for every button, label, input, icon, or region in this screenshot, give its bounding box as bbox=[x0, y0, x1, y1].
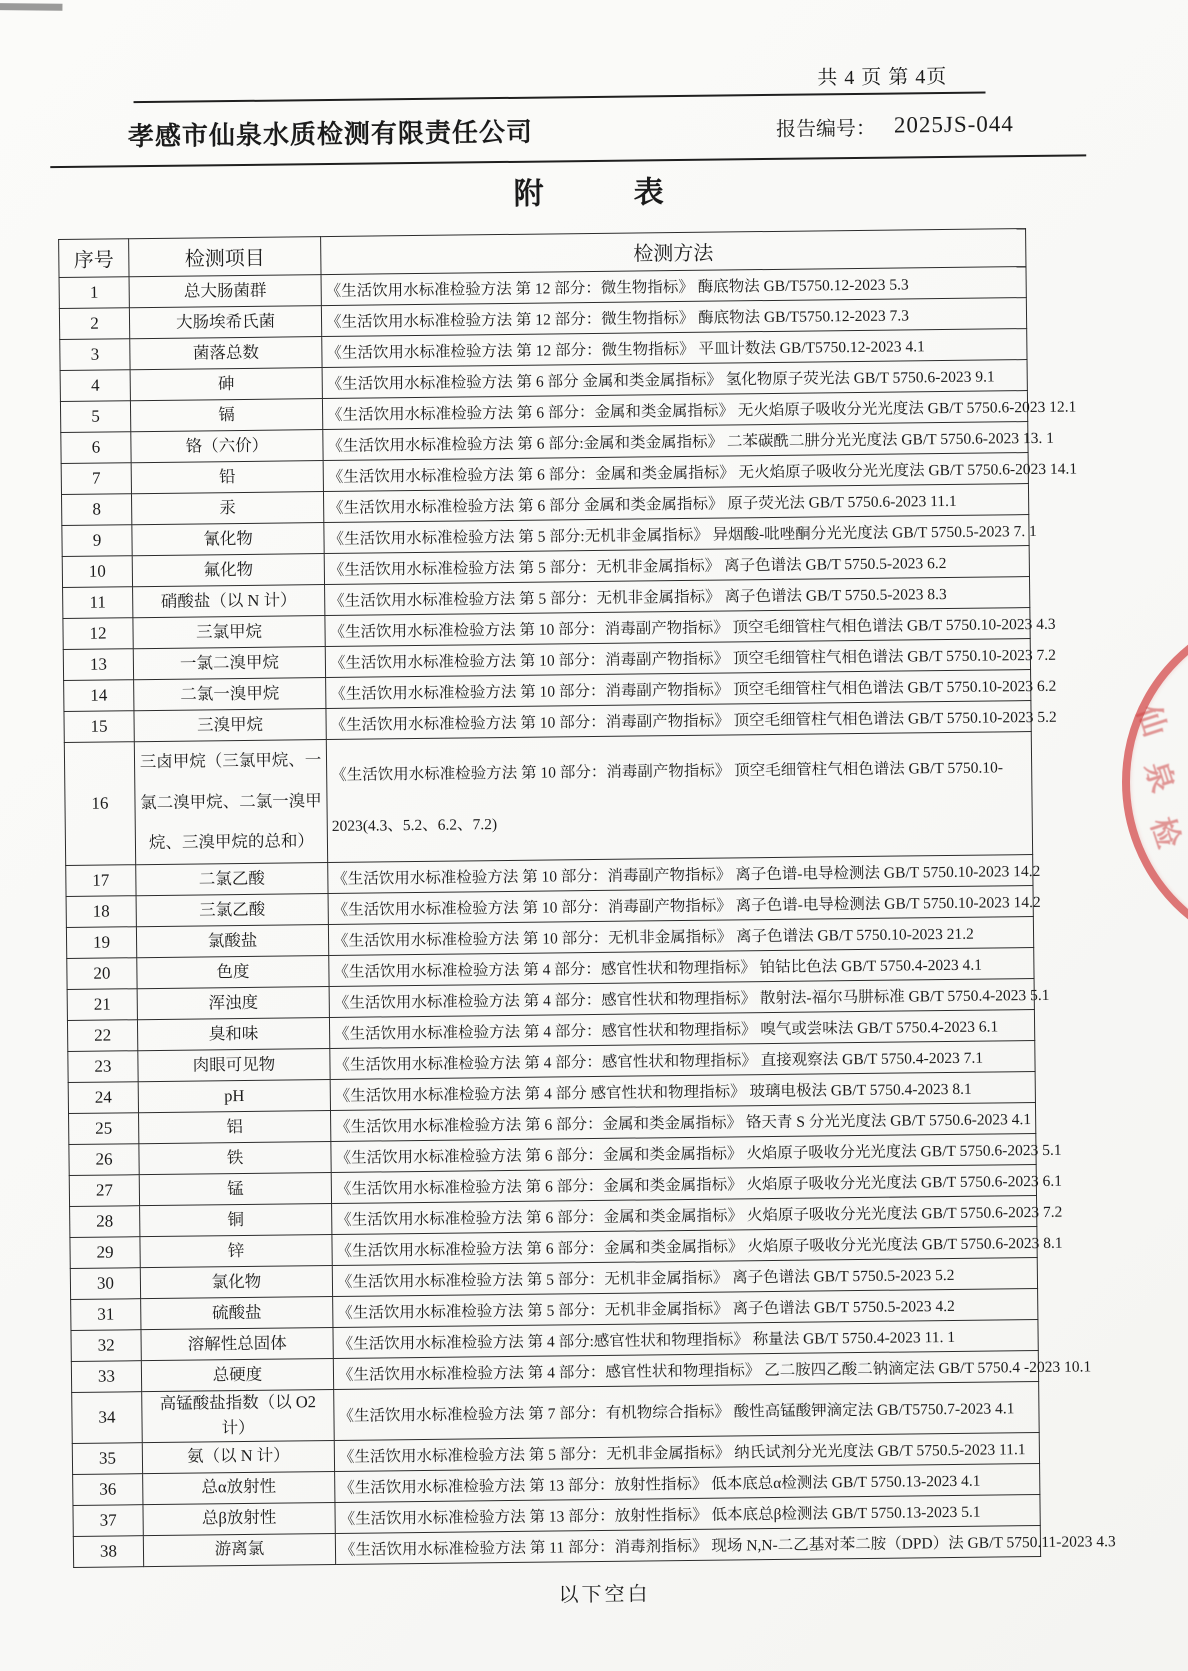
row-number-cell: 29 bbox=[70, 1237, 140, 1269]
row-number-cell: 36 bbox=[73, 1473, 143, 1505]
row-number-cell: 33 bbox=[71, 1361, 141, 1393]
row-number-cell: 21 bbox=[67, 989, 137, 1021]
row-number-cell: 35 bbox=[72, 1442, 142, 1474]
detection-method-cell: 《生活饮用水标准检验方法 第 5 部分：无机非金属指标》 纳氏试剂分光光度法 GB/T 5750.5-2023 11.1 bbox=[334, 1432, 1039, 1471]
detection-item-cell: 臭和味 bbox=[137, 1018, 329, 1051]
methods-table-body bbox=[59, 267, 1116, 1567]
row-number-cell: 26 bbox=[69, 1144, 139, 1176]
scan-artifact bbox=[0, 3, 62, 11]
detection-item-cell: 硝酸盐（以 N 计） bbox=[133, 585, 325, 618]
detection-method-cell: 《生活饮用水标准检验方法 第 5 部分：无机非金属指标》 离子色谱法 GB/T 5750.5-2023 4.2 bbox=[333, 1289, 1038, 1328]
detection-item-cell: 锌 bbox=[140, 1235, 332, 1268]
detection-item-cell: 肉眼可见物 bbox=[138, 1049, 330, 1082]
detection-method-cell: 《生活饮用水标准检验方法 第 7 部分：有机物综合指标》 酸性高锰酸钾滴定法 GB/T5750.7-2023 4.1 bbox=[334, 1382, 1040, 1440]
detection-method-cell: 《生活饮用水标准检验方法 第 5 部分:无机非金属指标》 异烟酸-吡唑酮分光光度法 GB/T 5750.5-2023 7. 1 bbox=[324, 515, 1029, 554]
detection-item-cell: 大肠埃希氏菌 bbox=[129, 306, 321, 339]
detection-item-cell: 总硬度 bbox=[141, 1359, 333, 1392]
detection-method-cell: 《生活饮用水标准检验方法 第 10 部分：消毒副产物指标》 顶空毛细管柱气相色谱法 GB/T 5750.10-2023 5.2 bbox=[326, 701, 1031, 740]
detection-item-cell: 铬（六价） bbox=[131, 430, 323, 463]
page-title: 附 表 bbox=[513, 176, 664, 211]
detection-item-cell: 高锰酸盐指数（以 O2 计） bbox=[142, 1389, 335, 1442]
row-number-cell: 30 bbox=[70, 1268, 140, 1300]
detection-item-cell: 铜 bbox=[140, 1204, 332, 1237]
detection-method-cell: 《生活饮用水标准检验方法 第 6 部分：金属和类金属指标》 火焰原子吸收分光光度法 GB/T 5750.6-2023 5.1 bbox=[331, 1134, 1036, 1173]
detection-item-cell: 菌落总数 bbox=[130, 337, 322, 370]
row-number-cell: 17 bbox=[66, 865, 136, 897]
detection-method-cell: 《生活饮用水标准检验方法 第 10 部分：消毒副产物指标》 顶空毛细管柱气相色谱法 GB/T 5750.10-2023(4.3、5.2、6.2、7.2) bbox=[326, 732, 1032, 863]
detection-method-cell: 《生活饮用水标准检验方法 第 10 部分：消毒副产物指标》 离子色谱-电导检测法 GB/T 5750.10-2023 14.2 bbox=[328, 886, 1033, 925]
detection-item-cell: 总大肠菌群 bbox=[129, 275, 321, 308]
detection-item-cell: pH bbox=[138, 1080, 330, 1113]
row-number-cell: 8 bbox=[61, 494, 131, 526]
detection-item-cell: 一氯二溴甲烷 bbox=[133, 647, 325, 680]
row-number-cell: 12 bbox=[63, 618, 133, 650]
row-number-cell: 34 bbox=[72, 1392, 143, 1443]
row-number-cell: 14 bbox=[64, 680, 134, 712]
row-number-cell: 20 bbox=[67, 958, 137, 990]
detection-method-cell: 《生活饮用水标准检验方法 第 6 部分：金属和类金属指标》 铬天青 S 分光光度法 GB/T 5750.6-2023 4.1 bbox=[330, 1103, 1035, 1142]
detection-item-cell: 三氯乙酸 bbox=[136, 894, 328, 927]
letterhead-row bbox=[50, 98, 1087, 168]
detection-method-cell: 《生活饮用水标准检验方法 第 6 部分：金属和类金属指标》 火焰原子吸收分光光度法 GB/T 5750.6-2023 8.1 bbox=[332, 1227, 1037, 1266]
detection-item-cell: 氯化物 bbox=[140, 1266, 332, 1299]
detection-item-cell: 二氯一溴甲烷 bbox=[134, 678, 326, 711]
blank-below-note: 以下空白 bbox=[558, 1583, 651, 1607]
detection-method-cell: 《生活饮用水标准检验方法 第 5 部分：无机非金属指标》 离子色谱法 GB/T 5750.5-2023 8.3 bbox=[325, 577, 1030, 616]
row-number-cell: 7 bbox=[61, 463, 131, 495]
row-number-cell: 24 bbox=[68, 1082, 138, 1114]
row-number-cell: 23 bbox=[68, 1051, 138, 1083]
detection-method-cell: 《生活饮用水标准检验方法 第 4 部分：感官性状和物理指标》 嗅气或尝味法 GB/T 5750.4-2023 6.1 bbox=[329, 1010, 1034, 1049]
detection-method-cell: 《生活饮用水标准检验方法 第 12 部分：微生物指标》 酶底物法 GB/T5750.12-2023 7.3 bbox=[321, 298, 1026, 337]
row-number-cell: 19 bbox=[66, 927, 136, 959]
row-number-cell: 9 bbox=[62, 525, 132, 557]
detection-method-cell: 《生活饮用水标准检验方法 第 6 部分：金属和类金属指标》 无火焰原子吸收分光光度法 GB/T 5750.6-2023 14.1 bbox=[323, 453, 1028, 492]
detection-item-cell: 总α放射性 bbox=[143, 1471, 335, 1504]
table-row bbox=[64, 732, 1032, 866]
detection-method-cell: 《生活饮用水标准检验方法 第 4 部分：感官性状和物理指标》 乙二胺四乙酸二钠滴定法 GB/T 5750.4 -2023 10.1 bbox=[333, 1351, 1038, 1390]
detection-method-cell: 《生活饮用水标准检验方法 第 6 部分：金属和类金属指标》 无火焰原子吸收分光光度法 GB/T 5750.6-2023 12.1 bbox=[322, 391, 1027, 430]
detection-item-cell: 三溴甲烷 bbox=[134, 709, 326, 742]
detection-item-cell: 铁 bbox=[139, 1142, 331, 1175]
detection-method-cell: 《生活饮用水标准检验方法 第 6 部分 金属和类金属指标》 原子荧光法 GB/T 5750.6-2023 11.1 bbox=[323, 484, 1028, 523]
column-header-item: 检测项目 bbox=[129, 237, 321, 277]
detection-method-cell: 《生活饮用水标准检验方法 第 13 部分：放射性指标》 低本底总α检测法 GB/T 5750.13-2023 4.1 bbox=[335, 1463, 1040, 1502]
row-number-cell: 13 bbox=[63, 649, 133, 681]
detection-method-cell: 《生活饮用水标准检验方法 第 4 部分 感官性状和物理指标》 玻璃电极法 GB/T 5750.4-2023 8.1 bbox=[330, 1072, 1035, 1111]
report-number-value: 2025JS-044 bbox=[893, 111, 1014, 138]
detection-method-cell: 《生活饮用水标准检验方法 第 12 部分：微生物指标》 酶底物法 GB/T5750.12-2023 5.3 bbox=[321, 267, 1026, 306]
seal-glyph: 泉 bbox=[1138, 757, 1179, 797]
detection-item-cell: 三卤甲烷（三氯甲烷、一氯二溴甲烷、二氯一溴甲烷、三溴甲烷的总和） bbox=[134, 740, 327, 865]
detection-method-cell: 《生活饮用水标准检验方法 第 10 部分：消毒副产物指标》 顶空毛细管柱气相色谱法 GB/T 5750.10-2023 7.2 bbox=[325, 639, 1030, 678]
row-number-cell: 27 bbox=[69, 1175, 139, 1207]
detection-method-cell: 《生活饮用水标准检验方法 第 4 部分:感官性状和物理指标》 称量法 GB/T 5750.4-2023 11. 1 bbox=[333, 1320, 1038, 1359]
detection-item-cell: 镉 bbox=[130, 399, 322, 432]
seal-glyph: 仙 bbox=[1130, 701, 1171, 741]
detection-item-cell: 氰化物 bbox=[132, 523, 324, 556]
detection-method-cell: 《生活饮用水标准检验方法 第 6 部分：金属和类金属指标》 火焰原子吸收分光光度法 GB/T 5750.6-2023 7.2 bbox=[332, 1196, 1037, 1235]
detection-item-cell: 溶解性总固体 bbox=[141, 1328, 333, 1361]
detection-item-cell: 总β放射性 bbox=[143, 1502, 335, 1535]
detection-item-cell: 锰 bbox=[139, 1173, 331, 1206]
row-number-cell: 18 bbox=[66, 896, 136, 928]
detection-method-cell: 《生活饮用水标准检验方法 第 4 部分：感官性状和物理指标》 散射法-福尔马肼标准 GB/T 5750.4-2023 5.1 bbox=[329, 979, 1034, 1018]
detection-item-cell: 二氯乙酸 bbox=[136, 863, 328, 896]
row-number-cell: 22 bbox=[67, 1020, 137, 1052]
company-name: 孝感市仙泉水质检测有限责任公司 bbox=[127, 117, 534, 151]
row-number-cell: 6 bbox=[61, 432, 131, 464]
detection-item-cell: 汞 bbox=[131, 492, 323, 525]
detection-item-cell: 氨（以 N 计） bbox=[142, 1440, 334, 1473]
row-number-cell: 10 bbox=[62, 556, 132, 588]
detection-method-cell: 《生活饮用水标准检验方法 第 13 部分：放射性指标》 低本底总β检测法 GB/T 5750.13-2023 5.1 bbox=[335, 1494, 1040, 1533]
detection-method-cell: 《生活饮用水标准检验方法 第 12 部分：微生物指标》 平皿计数法 GB/T5750.12-2023 4.1 bbox=[322, 329, 1027, 368]
detection-method-cell: 《生活饮用水标准检验方法 第 10 部分：无机非金属指标》 离子色谱法 GB/T 5750.10-2023 21.2 bbox=[328, 917, 1033, 956]
report-number-group bbox=[776, 110, 1014, 142]
row-number-cell: 16 bbox=[64, 742, 135, 866]
detection-method-cell: 《生活饮用水标准检验方法 第 6 部分 金属和类金属指标》 氢化物原子荧光法 GB/T 5750.6-2023 9.1 bbox=[322, 360, 1027, 399]
column-header-no: 序号 bbox=[59, 239, 129, 278]
detection-item-cell: 游离氯 bbox=[143, 1533, 335, 1566]
detection-method-cell: 《生活饮用水标准检验方法 第 11 部分：消毒剂指标》 现场 N,N-二乙基对苯二胺（DPD）法 GB/T 5750.11-2023 4.3 bbox=[335, 1525, 1040, 1564]
detection-method-cell: 《生活饮用水标准检验方法 第 10 部分：消毒副产物指标》 离子色谱-电导检测法 GB/T 5750.10-2023 14.2 bbox=[328, 855, 1033, 894]
row-number-cell: 37 bbox=[73, 1504, 143, 1536]
detection-item-cell: 铝 bbox=[139, 1111, 331, 1144]
detection-method-cell: 《生活饮用水标准检验方法 第 4 部分：感官性状和物理指标》 铂钴比色法 GB/T 5750.4-2023 4.1 bbox=[329, 948, 1034, 987]
detection-method-cell: 《生活饮用水标准检验方法 第 4 部分：感官性状和物理指标》 直接观察法 GB/T 5750.4-2023 7.1 bbox=[330, 1041, 1035, 1080]
detection-method-cell: 《生活饮用水标准检验方法 第 6 部分：金属和类金属指标》 火焰原子吸收分光光度法 GB/T 5750.6-2023 6.1 bbox=[331, 1165, 1036, 1204]
row-number-cell: 15 bbox=[64, 711, 134, 743]
detection-item-cell: 氟化物 bbox=[132, 554, 324, 587]
row-number-cell: 4 bbox=[60, 370, 130, 402]
detection-method-cell: 《生活饮用水标准检验方法 第 5 部分：无机非金属指标》 离子色谱法 GB/T 5750.5-2023 6.2 bbox=[324, 546, 1029, 585]
detection-item-cell: 铅 bbox=[131, 461, 323, 494]
seal-glyph: 检 bbox=[1144, 813, 1185, 853]
detection-method-cell: 《生活饮用水标准检验方法 第 5 部分：无机非金属指标》 离子色谱法 GB/T 5750.5-2023 5.2 bbox=[332, 1258, 1037, 1297]
row-number-cell: 25 bbox=[69, 1113, 139, 1145]
row-number-cell: 38 bbox=[73, 1535, 143, 1567]
detection-method-cell: 《生活饮用水标准检验方法 第 10 部分：消毒副产物指标》 顶空毛细管柱气相色谱法 GB/T 5750.10-2023 4.3 bbox=[325, 608, 1030, 647]
detection-item-cell: 砷 bbox=[130, 368, 322, 401]
row-number-cell: 1 bbox=[59, 277, 129, 309]
row-number-cell: 31 bbox=[71, 1299, 141, 1331]
row-number-cell: 5 bbox=[60, 401, 130, 433]
detection-item-cell: 色度 bbox=[137, 956, 329, 989]
detection-methods-table bbox=[58, 228, 1116, 1567]
detection-item-cell: 三氯甲烷 bbox=[133, 616, 325, 649]
report-number-label: 报告编号： bbox=[775, 117, 877, 141]
detection-method-cell: 《生活饮用水标准检验方法 第 6 部分:金属和类金属指标》 二苯碳酰二肼分光光度法 GB/T 5750.6-2023 13. 1 bbox=[323, 422, 1028, 461]
row-number-cell: 32 bbox=[71, 1330, 141, 1362]
column-header-method: 检测方法 bbox=[321, 229, 1026, 275]
detection-item-cell: 浑浊度 bbox=[137, 987, 329, 1020]
page-number-row bbox=[133, 52, 985, 104]
page-number: 共 4 页 第 4页 bbox=[817, 65, 948, 90]
detection-item-cell: 硫酸盐 bbox=[141, 1297, 333, 1330]
row-number-cell: 11 bbox=[63, 587, 133, 619]
row-number-cell: 28 bbox=[70, 1206, 140, 1238]
row-number-cell: 2 bbox=[59, 308, 129, 340]
detection-item-cell: 氯酸盐 bbox=[136, 925, 328, 958]
detection-method-cell: 《生活饮用水标准检验方法 第 10 部分：消毒副产物指标》 顶空毛细管柱气相色谱法 GB/T 5750.10-2023 6.2 bbox=[326, 670, 1031, 709]
row-number-cell: 3 bbox=[60, 339, 130, 371]
